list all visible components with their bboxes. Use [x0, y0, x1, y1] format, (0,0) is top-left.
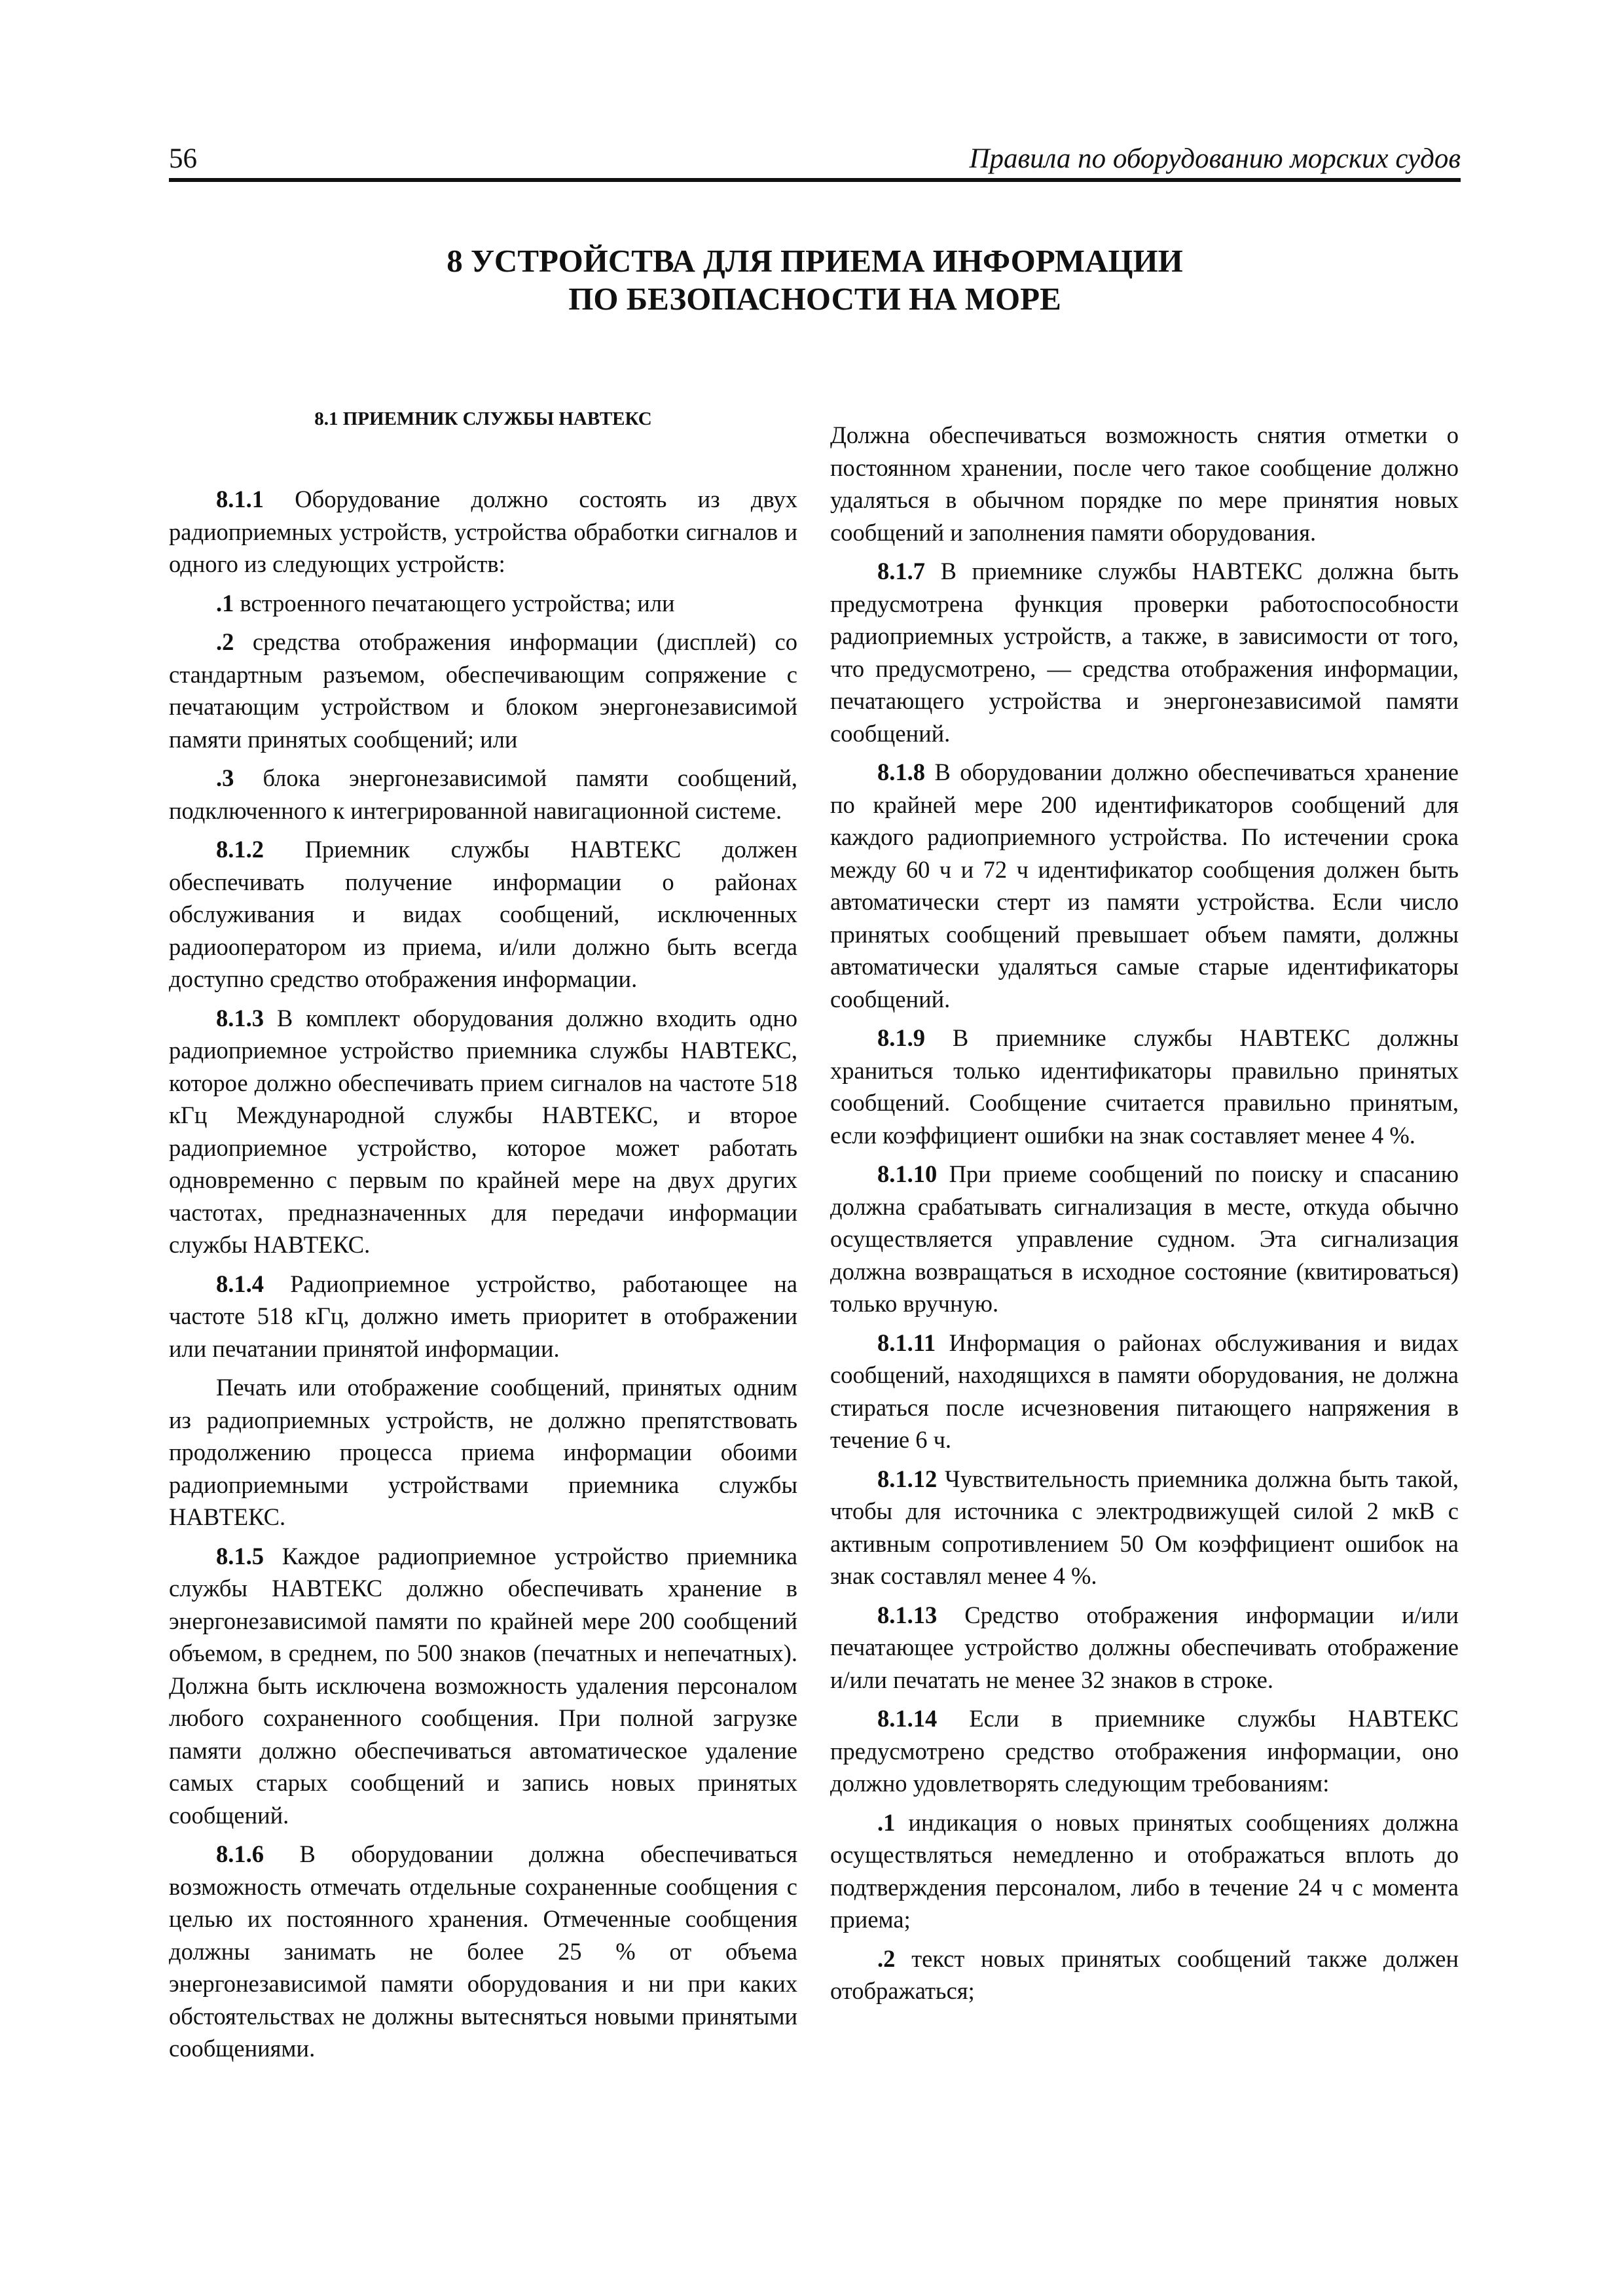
paragraph [830, 1599, 1459, 1696]
paragraph-text: Каждое радиоприемное устройство приемника службы НАВТЕКС должно обеспечивать хранение в энергонезависимой памяти по крайней мере 200 сообщений объемом, в среднем, по 500 знаков (печатных и непечатных). Должна быть исключена возможность удаления персоналом любого сохраненного сообщения. При полной загрузке памяти должно обеспечиваться автоматическое удаление самых старых сообщений и запись новых принятых сообщений. [169, 1542, 797, 1829]
paragraph-number: .2 [216, 628, 234, 655]
paragraph-text: блока энергонезависимой памяти сообщений, подключенного к интегрированной навигационной системе. [169, 764, 797, 824]
paragraph [830, 1943, 1459, 2007]
section-heading: 8.1 ПРИЕМНИК СЛУЖБЫ НАВТЕКС [314, 408, 652, 429]
paragraph-text: Должна обеспечиваться возможность снятия отметки о постоянном хранении, после чего такое сообщение должно удаляться в обычном порядке по мере принятия новых сообщений и заполнения памяти оборудования. [830, 422, 1459, 546]
page-number: 56 [169, 143, 197, 174]
chapter-title [169, 242, 1461, 318]
left-column [169, 406, 797, 2072]
paragraph-number: 8.1.2 [216, 836, 264, 863]
paragraph-number: 8.1.3 [216, 1004, 264, 1031]
header-rule [169, 178, 1461, 182]
paragraph-text: В оборудовании должно обеспечиваться хранение по крайней мере 200 идентификаторов сообщений для каждого радиоприемного устройства. По истечении срока между 60 ч и 72 ч идентификатор сообщения должен быть автоматически стерт из памяти устройства. Если число принятых сообщений превышает объем памяти, должны автоматически удаляться самые старые идентификаторы сообщений. [830, 759, 1459, 1013]
left-paragraphs [169, 483, 797, 2065]
paragraph-number: 8.1.10 [877, 1160, 938, 1187]
paragraph-number: 8.1.12 [877, 1465, 938, 1492]
paragraph [169, 587, 797, 620]
paragraph-text: В приемнике службы НАВТЕКС должны храниться только идентификаторы правильно принятых сообщений. Сообщение считается правильно принятым, если коэффициент ошибки на знак составляет менее 4 %. [830, 1024, 1459, 1149]
paragraph [169, 833, 797, 996]
paragraph-number: .2 [877, 1945, 896, 1972]
paragraph-text: встроенного печатающего устройства; или [234, 589, 675, 617]
chapter-title-line-1: 8 УСТРОЙСТВА ДЛЯ ПРИЕМА ИНФОРМАЦИИ [447, 243, 1183, 279]
paragraph-text: текст новых принятых сообщений также должен отображаться; [830, 1945, 1459, 2004]
paragraph-text: Радиоприемное устройство, работающее на частоте 518 кГц, должно иметь приоритет в отображении или печатании принятой информации. [169, 1270, 797, 1362]
paragraph [830, 419, 1459, 548]
paragraph [169, 1540, 797, 1832]
paragraph [830, 555, 1459, 749]
paragraph [169, 762, 797, 827]
paragraph [169, 483, 797, 581]
paragraph [169, 1371, 797, 1534]
paragraph [830, 1806, 1459, 1936]
paragraph-number: 8.1.8 [877, 759, 925, 785]
paragraph-number: .3 [216, 764, 234, 791]
paragraph [830, 1327, 1459, 1456]
paragraph-number: .1 [216, 589, 234, 617]
paragraph [830, 756, 1459, 1015]
paragraph [830, 1158, 1459, 1320]
paragraph-text: Печать или отображение сообщений, принятых одним из радиоприемных устройств, не должно препятствовать продолжению процесса приема информации обоими радиоприемными устройствами приемника службы НАВТЕКС. [169, 1374, 797, 1530]
paragraph-text: В оборудовании должна обеспечиваться возможность отмечать отдельные сохраненные сообщения с целью их постоянного хранения. Отмеченные сообщения должны занимать не более 25 % от объема энергонезависимой памяти оборудования и ни при каких обстоятельствах не должны вытесняться новыми принятыми сообщениями. [169, 1840, 797, 2062]
paragraph [169, 626, 797, 755]
paragraph-text: Средство отображения информации и/или печатающее устройство должны обеспечивать отображение и/или печатать не менее 32 знаков в строке. [830, 1601, 1459, 1693]
right-column [830, 419, 1459, 2014]
paragraph-number: 8.1.5 [216, 1542, 264, 1570]
paragraph [830, 1463, 1459, 1592]
paragraph-number: 8.1.13 [877, 1601, 938, 1628]
paragraph-number: 8.1.9 [877, 1024, 925, 1051]
paragraph-text: Если в приемнике службы НАВТЕКС предусмотрено средство отображения информации, оно должно удовлетворять следующим требованиям: [830, 1705, 1459, 1797]
paragraph-text: индикация о новых принятых сообщениях должна осуществляться немедленно и отображаться вплоть до подтверждения персоналом, либо в течение 24 ч с момента приема; [830, 1808, 1459, 1933]
paragraph-text: Чувствительность приемника должна быть такой, чтобы для источника с электродвижущей силой 2 мкВ с активным сопротивлением 50 Ом коэффициент ошибок на знак составлял менее 4 %. [830, 1465, 1459, 1589]
paragraph-text: Информация о районах обслуживания и видах сообщений, находящихся в памяти оборудования, не должна стираться после исчезновения питающего напряжения в течение 6 ч. [830, 1329, 1459, 1453]
paragraph [169, 1838, 797, 2065]
paragraph-number: 8.1.14 [877, 1705, 938, 1732]
paragraph [830, 1022, 1459, 1151]
paragraph-number: 8.1.11 [877, 1329, 936, 1356]
paragraph-number: 8.1.4 [216, 1270, 264, 1297]
paragraph-text: В приемнике службы НАВТЕКС должна быть предусмотрена функция проверки работоспособности радиоприемных устройств, а также, в зависимости от того, что предусмотрено, — средства отображения информации, печатающего устройства и энергонезависимой памяти сообщений. [830, 558, 1459, 747]
paragraph [169, 1268, 797, 1365]
paragraph-number: 8.1.7 [877, 558, 925, 584]
paragraph [169, 1002, 797, 1261]
paragraph-text: Оборудование должно состоять из двух радиоприемных устройств, устройства обработки сигналов и одного из следующих устройств: [169, 486, 797, 577]
right-paragraphs [830, 419, 1459, 2007]
paragraph-text: средства отображения информации (дисплей) со стандартным разъемом, обеспечивающим сопряжение с печатающим устройством и блоком энергонезависимой памяти принятых сообщений; или [169, 628, 797, 753]
paragraph-number: .1 [877, 1808, 896, 1836]
paragraph-number: 8.1.6 [216, 1840, 264, 1867]
paragraph-text: Приемник службы НАВТЕКС должен обеспечивать получение информации о районах обслуживания и видах сообщений, исключенных радиооператором из приема, и/или должно быть всегда доступно средство отображения информации. [169, 836, 797, 992]
paragraph-text: При приеме сообщений по поиску и спасанию должна срабатывать сигнализация в месте, откуда обычно осуществляется управление судном. Эта сигнализация должна возвращаться в исходное состояние (квитироваться) только вручную. [830, 1160, 1459, 1317]
paragraph-number: 8.1.1 [216, 486, 264, 512]
paragraph [830, 1702, 1459, 1800]
chapter-title-line-2: ПО БЕЗОПАСНОСТИ НА МОРЕ [568, 281, 1061, 317]
paragraph-text: В комплект оборудования должно входить одно радиоприемное устройство приемника службы НАВТЕКС, которое должно обеспечивать прием сигналов на частоте 518 кГц Международной службы НАВТЕКС, и второе радиоприемное устройство, которое может работать одновременно с первым по крайней мере на двух других частотах, предназначенных для передачи информации службы НАВТЕКС. [169, 1004, 797, 1258]
running-title: Правила по оборудованию морских судов [969, 143, 1461, 174]
